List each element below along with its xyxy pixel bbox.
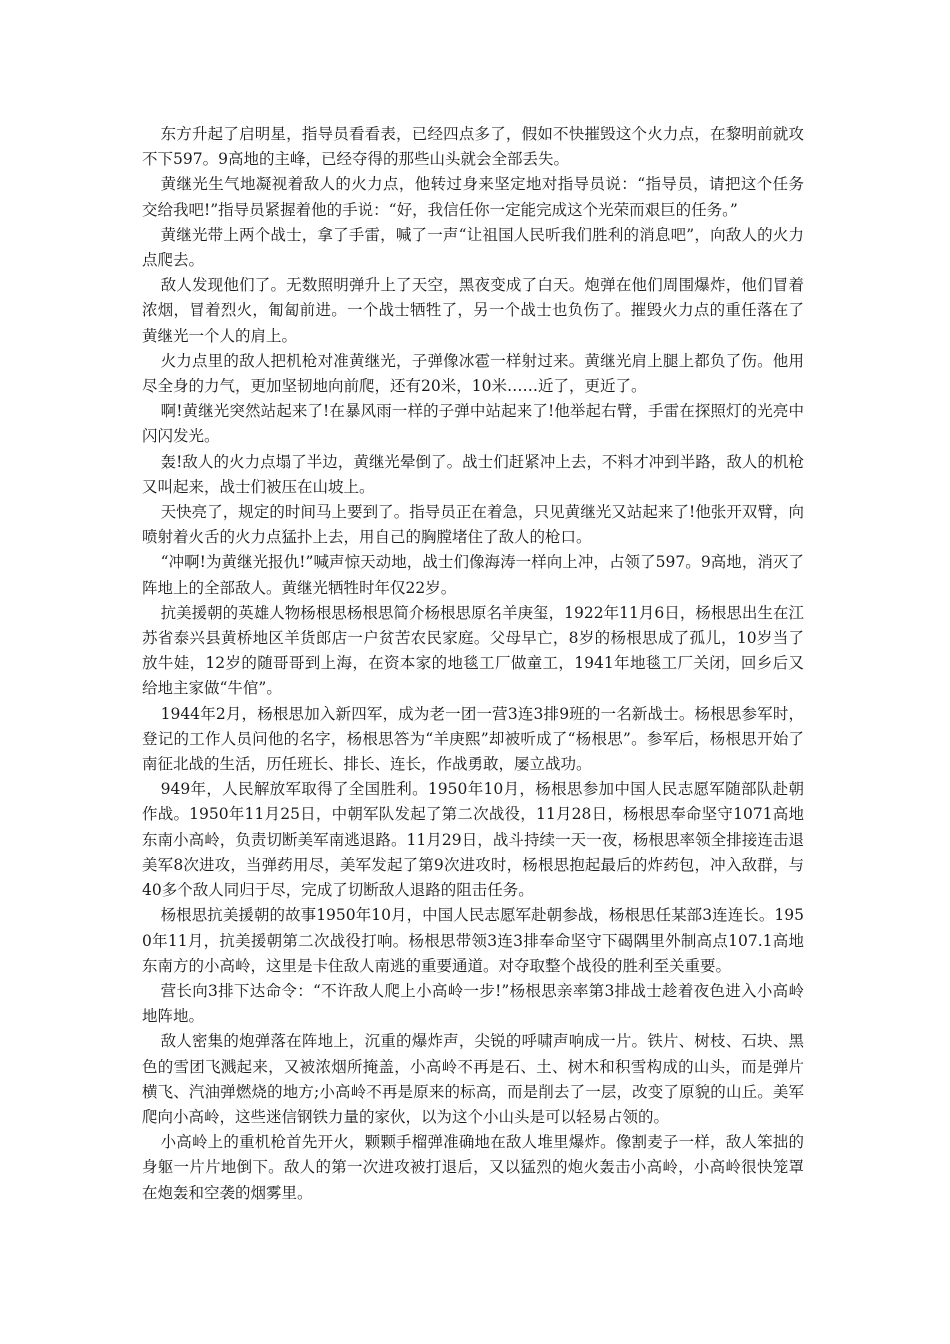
paragraph: 营长向3排下达命令：“不许敌人爬上小高岭一步!”杨根思亲率第3排战士趁着夜色进入小高岭地阵地。 bbox=[142, 981, 804, 1026]
paragraph: 抗美援朝的英雄人物杨根思杨根思简介杨根思原名羊庚玺，1922年11月6日，杨根思出生在江苏省泰兴县黄桥地区羊货郎店一户贫苦农民家庭。父母早亡，8岁的杨根思成了孤儿，10岁当了放牛娃，12岁的随哥哥到上海，在资本家的地毯工厂做童工，1941年地毯工厂关闭，回乡后又给地主家做“牛倌”。 bbox=[142, 603, 804, 698]
paragraph: 杨根思抗美援朝的故事1950年10月，中国人民志愿军赴朝参战，杨根思任某部3连连长。1950年11月，抗美援朝第二次战役打响。杨根思带领3连3排奉命坚守下碣隅里外制高点107.1高地东南方的小高岭，这里是卡住敌人南逃的重要通道。对夺取整个战役的胜利至关重要。 bbox=[142, 906, 804, 975]
paragraph: 敌人密集的炮弹落在阵地上，沉重的爆炸声，尖锐的呼啸声响成一片。铁片、树枝、石块、黑色的雪团飞溅起来，又被浓烟所掩盖，小高岭不再是石、土、树木和积雪构成的山头，而是弹片横飞、汽油弹燃烧的地方;小高岭不再是原来的标高，而是削去了一层，改变了原貌的山丘。美军爬向小高岭，这些迷信钢铁力量的家伙，以为这个小山头是可以轻易占领的。 bbox=[142, 1032, 804, 1126]
paragraph: 949年，人民解放军取得了全国胜利。1950年10月，杨根思参加中国人民志愿军随部队赴朝作战。1950年11月25日，中朝军队发起了第二次战役，11月28日，杨根思奉命坚守1071高地东南小高岭，负责切断美军南逃退路。11月29日，战斗持续一天一夜，杨根思率领全排接连击退美军8次进攻，当弹药用尽，美军发起了第9次进攻时，杨根思抱起最后的炸药包，冲入敌群，与40多个敌人同归于尽，完成了切断敌人退路的阻击任务。 bbox=[142, 780, 804, 900]
article-body bbox=[142, 122, 804, 1206]
paragraph: 黄继光带上两个战士，拿了手雷，喊了一声“让祖国人民听我们胜利的消息吧”，向敌人的火力点爬去。 bbox=[142, 225, 804, 270]
paragraph: 火力点里的敌人把机枪对准黄继光，子弹像冰雹一样射过来。黄继光肩上腿上都负了伤。他用尽全身的力气，更加坚韧地向前爬，还有20米，10米……近了，更近了。 bbox=[142, 351, 804, 396]
paragraph: 天快亮了，规定的时间马上要到了。指导员正在着急，只见黄继光又站起来了!他张开双臂，向喷射着火舌的火力点猛扑上去，用自己的胸膛堵住了敌人的枪口。 bbox=[142, 503, 804, 547]
paragraph: 轰!敌人的火力点塌了半边，黄继光晕倒了。战士们赶紧冲上去，不料才冲到半路，敌人的机枪又叫起来，战士们被压在山坡上。 bbox=[142, 452, 804, 496]
paragraph: 黄继光生气地凝视着敌人的火力点，他转过身来坚定地对指导员说：“指导员，请把这个任务交给我吧!”指导员紧握着他的手说：“好，我信任你一定能完成这个光荣而艰巨的任务。” bbox=[142, 175, 804, 219]
paragraph: 啊!黄继光突然站起来了!在暴风雨一样的子弹中站起来了!他举起右臂，手雷在探照灯的光亮中闪闪发光。 bbox=[142, 402, 804, 446]
paragraph: 1944年2月，杨根思加入新四军，成为老一团一营3连3排9班的一名新战士。杨根思参军时，登记的工作人员问他的名字，杨根思答为“羊庚熙”却被听成了“杨根思”。参军后，杨根思开始了南征北战的生活，历任班长、排长、连长，作战勇敢，屡立战功。 bbox=[142, 704, 804, 774]
paragraph: 敌人发现他们了。无数照明弹升上了天空，黑夜变成了白天。炮弹在他们周围爆炸，他们冒着浓烟，冒着烈火，匍匐前进。一个战士牺牲了，另一个战士也负伤了。摧毁火力点的重任落在了黄继光一个人的肩上。 bbox=[142, 276, 804, 345]
paragraph: 东方升起了启明星，指导员看看表，已经四点多了，假如不快摧毁这个火力点，在黎明前就攻不下597。9高地的主峰，已经夺得的那些山头就会全部丢失。 bbox=[142, 125, 804, 169]
paragraph: “冲啊!为黄继光报仇!”喊声惊天动地，战士们像海涛一样向上冲，占领了597。9高地，消灭了阵地上的全部敌人。黄继光牺牲时年仅22岁。 bbox=[142, 553, 804, 597]
paragraph: 小高岭上的重机枪首先开火，颗颗手榴弹准确地在敌人堆里爆炸。像割麦子一样，敌人笨拙的身躯一片片地倒下。敌人的第一次进攻被打退后，又以猛烈的炮火轰击小高岭，小高岭很快笼罩在炮轰和空袭的烟雾里。 bbox=[142, 1133, 804, 1202]
